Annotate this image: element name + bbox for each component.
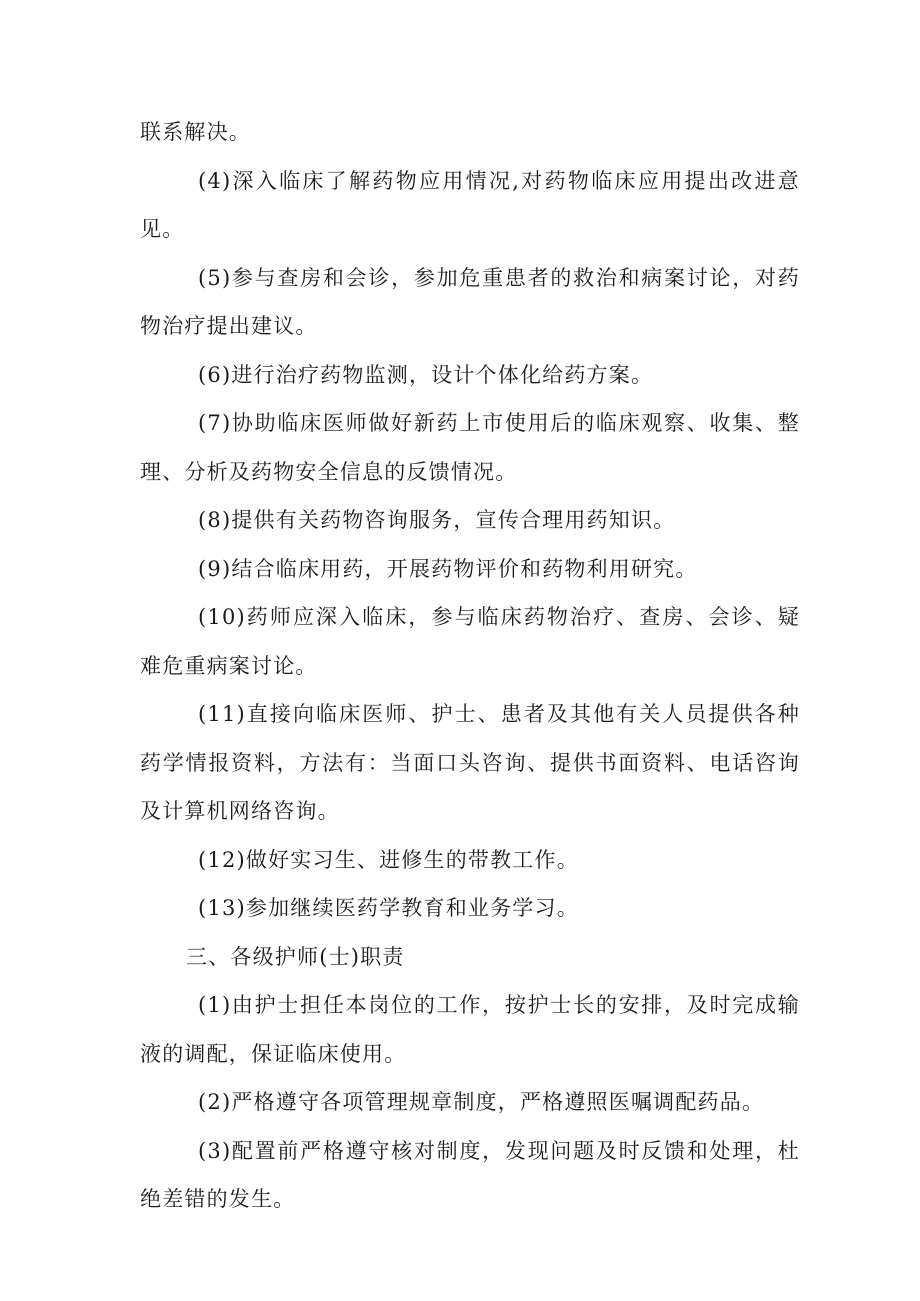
paragraph-continuation: 联系解决。	[140, 120, 251, 144]
paragraph-item-13: (13)参加继续医药学教育和业务学习。	[198, 896, 579, 920]
paragraph-item-9: (9)结合临床用药，开展药物评价和药物利用研究。	[198, 556, 698, 581]
document-body	[140, 108, 800, 1224]
paragraph-item-4: (4)深入临床了解药物应用情况,对药物临床应用提出改进意见。	[140, 168, 800, 241]
paragraph-item-5: (5)参与查房和会诊，参加危重患者的救治和病案讨论，对药物治疗提出建议。	[140, 265, 800, 338]
paragraph-item-6: (6)进行治疗药物监测，设计个体化给药方案。	[198, 362, 654, 387]
nurse-duty-item-2: (2)严格遵守各项管理规章制度，严格遵照医嘱调配药品。	[198, 1090, 765, 1114]
paragraph-item-12: (12)做好实习生、进修生的带教工作。	[198, 847, 579, 872]
section-heading: 三、各级护师(士)职责	[186, 944, 405, 969]
paragraph-item-11: (11)直接向临床医师、护士、患者及其他有关人员提供各种药学情报资料，方法有：当面口头咨询、提供书面资料、电话咨询及计算机网络咨询。	[140, 702, 800, 823]
nurse-duty-item-1: (1)由护士担任本岗位的工作，按护士长的安排，及时完成输液的调配，保证临床使用。	[140, 993, 800, 1066]
nurse-duty-item-3: (3)配置前严格遵守核对制度，发现问题及时反馈和处理，杜绝差错的发生。	[140, 1138, 800, 1211]
paragraph-item-8: (8)提供有关药物咨询服务，宣传合理用药知识。	[198, 508, 676, 532]
paragraph-item-10: (10)药师应深入临床，参与临床药物治疗、查房、会诊、疑难危重病案讨论。	[140, 605, 800, 678]
paragraph-item-7: (7)协助临床医师做好新药上市使用后的临床观察、收集、整理、分析及药物安全信息的反馈情况。	[140, 411, 800, 484]
